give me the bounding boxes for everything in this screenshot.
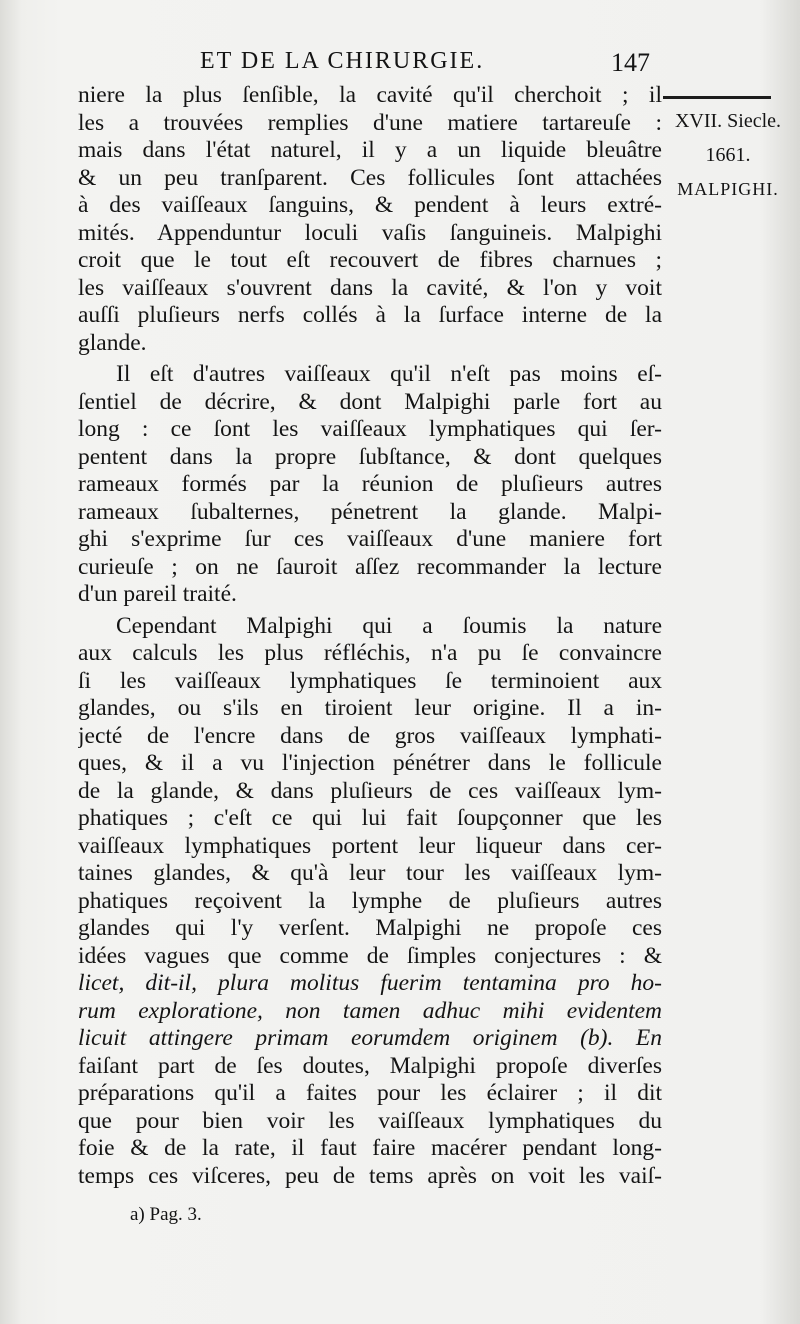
text-line: ſentiel de décrire, & dont Malpighi parle fort au — [78, 388, 662, 415]
margin-year: 1661. — [705, 144, 751, 166]
text-line: glande. — [78, 329, 147, 356]
margin-century: XVII. Siecle. — [674, 110, 782, 132]
running-head: ET DE LA CHIRURGIE. — [200, 48, 485, 74]
text-line: mais dans l'état naturel, il y a un liquide bleuâtre — [78, 137, 662, 163]
paragraph-3 — [78, 613, 662, 1191]
text-line: à des vaiſſeaux ſanguins, & pendent à leurs extré- — [78, 192, 662, 218]
text-line: faiſant part de ſes doutes, Malpighi propoſe diverſes — [78, 1052, 662, 1079]
text-line: niere la plus ſenſible, la cavité qu'il cherchoit ; il — [78, 82, 662, 108]
text-line: curieuſe ; on ne ſauroit aſſez recommander la lecture — [78, 553, 662, 580]
text-line: pentent dans la propre ſubſtance, & dont quelques — [78, 443, 662, 470]
text-line: ſi les vaiſſeaux lymphatiques ſe terminoient aux — [78, 667, 662, 694]
text-line: Cependant Malpighi qui a ſoumis la nature — [116, 612, 662, 639]
text-line: d'un pareil traité. — [78, 581, 237, 607]
text-line: mités. Appenduntur loculi vaſis ſanguineis. Malpighi — [78, 219, 662, 246]
text-line: préparations qu'il a faites pour les éclairer ; il dit — [78, 1080, 662, 1106]
text-line: les a trouvées remplies d'une matiere tartareuſe : — [78, 109, 662, 136]
paragraph-2 — [78, 361, 662, 609]
body-text — [78, 82, 662, 1190]
text-line: rum exploratione, non tamen adhuc mihi evidentem — [78, 997, 662, 1024]
text-line: jecté de l'encre dans de gros vaiſſeaux lymphati- — [78, 722, 662, 749]
page-number: 147 — [611, 48, 650, 77]
text-line: glandes, ou s'ils en tiroient leur origine. Il a in- — [78, 695, 662, 721]
text-line: ghi s'exprime ſur ces vaiſſeaux d'une maniere fort — [78, 526, 662, 552]
text-line: vaiſſeaux lymphatiques portent leur liqueur dans cer- — [78, 832, 662, 859]
text-line: rameaux formés par la réunion de pluſieurs autres — [78, 471, 662, 497]
text-line: les vaiſſeaux s'ouvrent dans la cavité, & l'on y voit — [78, 274, 662, 301]
text-line: licet, dit-il, plura molitus fuerim tentamina pro ho- — [78, 970, 662, 996]
margin-notes — [658, 104, 798, 206]
text-line: aux calculs les plus réfléchis, n'a pu ſe convaincre — [78, 640, 662, 666]
text-line: auſſi pluſieurs nerfs collés à la ſurface interne de la — [78, 302, 662, 328]
text-line: taines glandes, & qu'à leur tour les vaiſſeaux lym- — [78, 860, 662, 886]
paragraph-1 — [78, 82, 662, 357]
text-line: long : ce ſont les vaiſſeaux lymphatiques qui ſer- — [78, 416, 662, 442]
text-line: licuit attingere primam eorumdem originem (b). En — [78, 1025, 662, 1051]
footnote: a) Pag. 3. — [130, 1204, 202, 1225]
text-line: rameaux ſubalternes, pénetrent la glande. Malpi- — [78, 498, 662, 525]
text-line: & un peu tranſparent. Ces follicules ſont attachées — [78, 164, 662, 191]
text-line: foie & de la rate, il faut faire macérer pendant long- — [78, 1135, 662, 1161]
text-line: Il eſt d'autres vaiſſeaux qu'il n'eſt pas moins eſ- — [116, 361, 662, 387]
text-line: temps ces viſceres, peu de tems après on voit les vaiſ- — [78, 1162, 662, 1189]
text-line: ques, & il a vu l'injection pénétrer dans le follicule — [78, 750, 662, 776]
margin-author: MALPIGHI. — [677, 179, 779, 199]
text-line: idées vagues que comme de ſimples conjectures : & — [78, 942, 662, 969]
text-line: que pour bien voir les vaiſſeaux lymphatiques du — [78, 1107, 662, 1134]
page-header — [190, 48, 660, 84]
text-line: glandes qui l'y verſent. Malpighi ne propoſe ces — [78, 915, 662, 941]
text-line: phatiques reçoivent la lymphe de pluſieurs autres — [78, 887, 662, 914]
text-line: de la glande, & dans pluſieurs de ces vaiſſeaux lym- — [78, 777, 662, 804]
text-line: croit que le tout eſt recouvert de fibres charnues ; — [78, 247, 662, 273]
margin-rule — [663, 96, 771, 99]
text-line: phatiques ; c'eſt ce qui lui fait ſoupçonner que les — [78, 805, 662, 831]
